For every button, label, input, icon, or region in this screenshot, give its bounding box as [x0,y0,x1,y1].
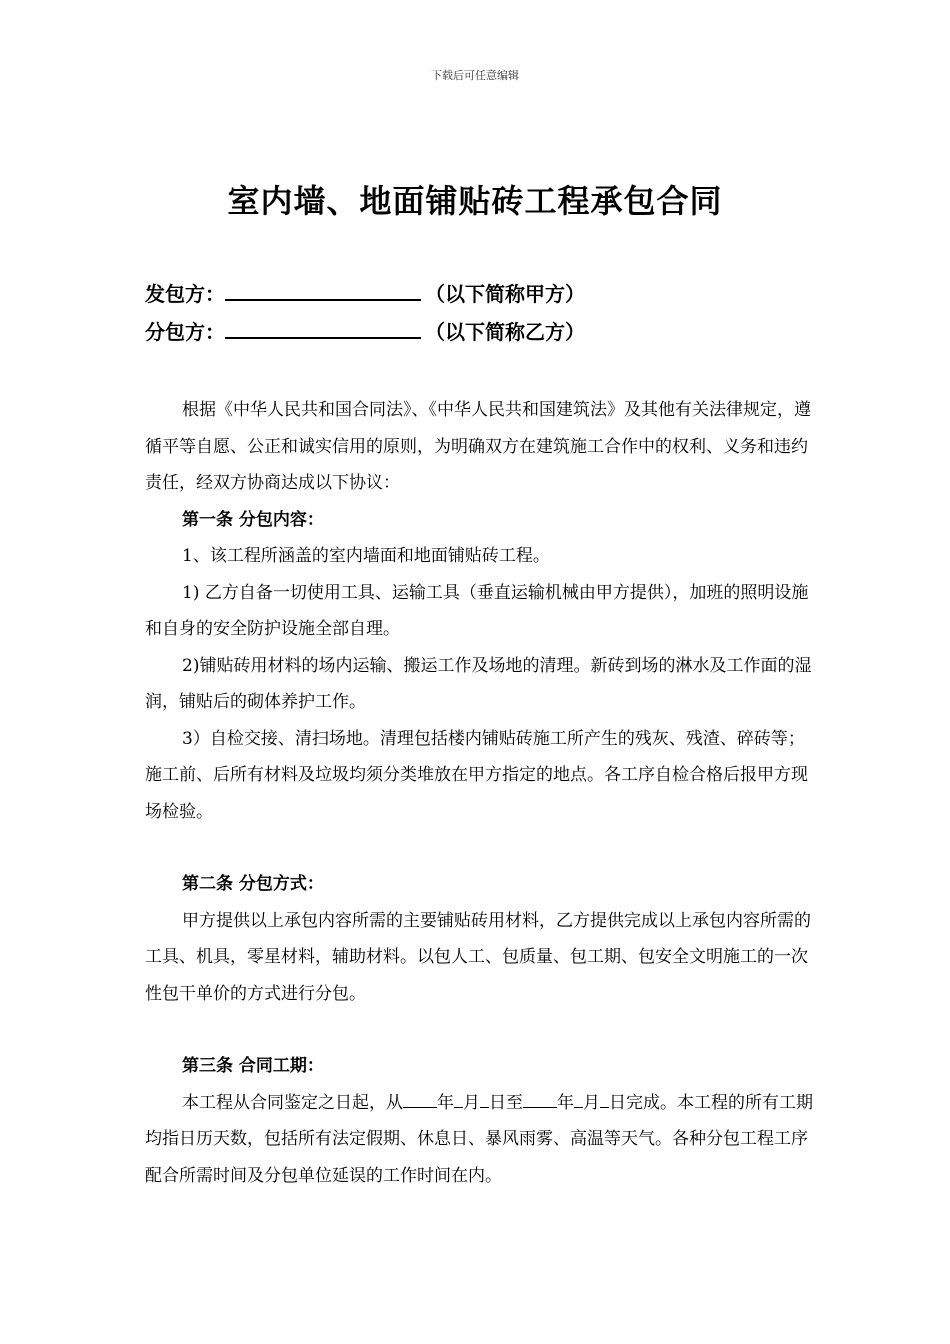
party-b-line [145,316,585,345]
end-month-blank [574,1091,583,1108]
party-b-blank [225,319,421,339]
article-3-text-part: 日至 [489,1092,523,1113]
spacer [145,1012,815,1048]
article-1-item: 3）自检交接、清扫场地。清理包括楼内铺贴砖施工所产生的残灰、残渣、碎砖等；施工前、后所有材料及垃圾均须分类堆放在甲方指定的地点。各工序自检合格后报甲方现场检验。 [145,728,808,822]
preamble-paragraph: 根据《中华人民共和国合同法》、《中华人民共和国建筑法》及其他有关法律规定，遵循平等自愿、公正和诚实信用的原则，为明确双方在建筑施工合作中的权利、义务和违约责任，经双方协商达成以下协议： [145,400,811,493]
contract-body [145,392,815,1194]
spacer [145,830,815,866]
article-3-text-part: 年 [557,1092,574,1113]
party-a-suffix: （以下简称甲方） [425,282,585,306]
end-year-blank [523,1091,557,1108]
party-a-blank [225,281,421,301]
article-2-text: 甲方提供以上承包内容所需的主要铺贴砖用材料，乙方提供完成以上承包内容所需的工具、机具，零星材料，辅助材料。以包人工、包质量、包工期、包安全文明施工的一次性包干单价的方式进行分包。 [145,910,811,1004]
article-3-heading: 第三条 合同工期： [182,1056,324,1076]
article-1-heading: 第一条 分包内容： [182,509,324,530]
start-day-blank [480,1091,489,1108]
article-3-text [145,1085,815,1195]
party-b-suffix: （以下简称乙方） [425,320,585,344]
article-3-text-part: 日完成。本工程的所有工期均指日历天数，包括所有法定假期、休息日、暴风雨雾、高温等天气。各种分包工程工序配合所需时间及分包单位延误的工作时间在内。 [145,1092,813,1186]
article-1-item: 1) 乙方自备一切使用工具、运输工具（垂直运输机械由甲方提供），加班的照明设施和自身的安全防护设施全部自理。 [145,582,809,639]
article-3-text-part: 年 [437,1092,454,1113]
document-title: 室内墙、地面铺贴砖工程承包合同 [227,182,723,220]
article-1-item: 1、该工程所涵盖的室内墙面和地面铺贴砖工程。 [182,546,550,566]
article-3-text-part: 月 [463,1092,480,1113]
article-3-text-part: 本工程从合同鉴定之日起，从 [182,1092,403,1113]
end-day-blank [600,1091,609,1108]
party-b-label: 分包方： [145,320,225,344]
party-a-label: 发包方： [145,282,225,306]
page-header-note: 下载后可任意编辑 [431,69,519,82]
article-1-item: 2)铺贴砖用材料的场内运输、搬运工作及场地的清理。新砖到场的淋水及工作面的湿润，铺贴后的砌体养护工作。 [145,655,812,712]
party-a-line [145,278,585,307]
start-month-blank [454,1091,463,1108]
article-2-heading: 第二条 分包方式： [182,874,324,894]
article-3-text-part: 月 [583,1092,600,1113]
start-year-blank [403,1091,437,1108]
